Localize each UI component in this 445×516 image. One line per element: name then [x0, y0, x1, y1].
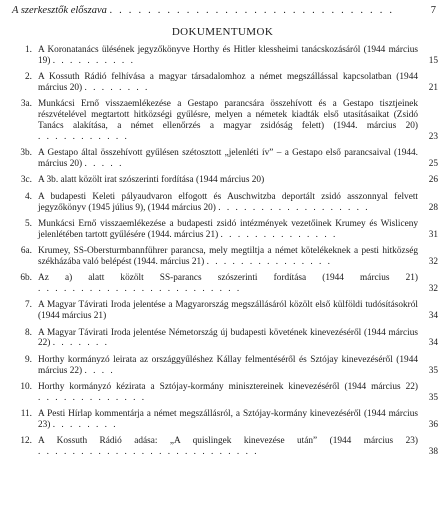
- entry-title: A budapesti Keleti pályaudvaron elfogott és Auschwitzba deportált zsidó asszonnyal felvett jegyzőkönyv (1945 július 9), (1944 március 20): [38, 191, 418, 213]
- leader-dots: . . . . . . . . . . . . . . . . . .: [218, 202, 370, 213]
- entry-title: A 3b. alatt közölt irat szószerinti fordítása (1944 március 20): [38, 175, 265, 186]
- toc-entry: [6, 148, 438, 170]
- entry-number: 10.: [20, 382, 32, 393]
- toc-entry: [6, 328, 438, 350]
- toc-entry: [6, 273, 438, 295]
- toc-entry: [6, 99, 438, 142]
- leader-dots: . . . . . . . .: [52, 420, 118, 431]
- page-number: 21: [428, 82, 438, 93]
- entry-title: Krumey, SS-Obersturmbannführer parancsa, mely megtiltja a német kötelékeknek a pesti hitközség székházába való belépést (1944. március 21): [38, 246, 418, 267]
- toc-entry: [6, 355, 438, 377]
- leader-dots: . . . . . . . . . . . . . . . . . . . . . . . .: [38, 284, 242, 295]
- leader-dots: . . . . . . . . . . . . . . . . . . . . . . . . . . . . . .: [109, 5, 395, 16]
- entry-title: Az a) alatt közölt SS-parancs szószerinti fordítása (1944 március 21): [38, 273, 418, 284]
- preface-title: A szerkesztők előszava: [12, 5, 107, 16]
- leader-dots: . . . . . . . . . . . . . . .: [206, 256, 332, 267]
- entry-number: 4.: [25, 191, 32, 202]
- entry-title: A Gestapo által összehívott gyűlésen szétosztott „jelenléti ív” – a Gestapo első parancsaival (1944. március 20): [38, 148, 418, 169]
- page-number: 26: [428, 175, 438, 186]
- entry-title: A Magyar Távirati Iroda jelentése Németország új budapesti követének kinevezéséről (1944 március 22): [38, 327, 418, 349]
- toc-entry: [6, 300, 438, 322]
- toc-entry: [6, 246, 438, 268]
- page-number: 36: [428, 420, 438, 431]
- toc-entry: [6, 409, 438, 431]
- entry-title: Horthy kormányzó leirata az országgyűléshez Kállay felmentéséről és Sztójay kinevezéséről (1944 március 22): [38, 354, 418, 376]
- entry-number: 11.: [20, 409, 32, 420]
- entry-title: A Kossuth Rádió adása: „A quislingek kinevezése után” (1944 március 23): [38, 436, 418, 447]
- leader-dots: . . . . . . . . . . . . .: [38, 392, 147, 403]
- toc-entry: [6, 219, 438, 241]
- page-number: 25: [428, 158, 438, 169]
- entry-number: 3c.: [20, 175, 32, 186]
- entry-number: 8.: [25, 327, 32, 338]
- entry-number: 9.: [25, 354, 32, 365]
- leader-dots: . . . . . . . . . . . . . .: [220, 229, 338, 240]
- entry-title: Munkácsi Ernő visszaemlékezése a budapesti zsidó intézmények vezetőinek Krumey és Wisliceny jelenlétében tartott gyűlésére (1944. március 21): [38, 218, 418, 240]
- entry-title: A Magyar Távirati Iroda jelentése a Magyarország megszállásáról közölt első külföldi tudósításokról (1944 március 21): [38, 300, 418, 322]
- entry-title: A Pesti Hírlap kommentárja a német megszállásról, a Sztójay-kormány kinevezéséről (1944 március 23): [38, 409, 418, 431]
- page-number: 28: [428, 202, 438, 213]
- toc-entry: [6, 72, 438, 94]
- entry-number: 3a.: [20, 99, 32, 110]
- document-list: [6, 45, 438, 464]
- page-number: 32: [428, 256, 438, 267]
- page-number: 35: [428, 392, 438, 403]
- page-number: 15: [428, 55, 438, 66]
- leader-dots: . . . . . . . . . . . . . . . . . . . . . . . . . .: [38, 447, 259, 458]
- entry-title: A Koronatanács ülésének jegyzőkönyve Horthy és Hitler klessheimi tanácskozásáról (1944 március 19): [38, 45, 418, 66]
- toc-entry: [6, 45, 438, 67]
- leader-dots: . . . . . . . . . .: [52, 55, 135, 66]
- leader-dots: . . . .: [84, 365, 115, 376]
- entry-title: A Kossuth Rádió felhívása a magyar társadalomhoz a német megszállással kapcsolatban (1944 március 20): [38, 72, 418, 93]
- preface-entry: [12, 5, 436, 16]
- entry-number: 1.: [25, 45, 32, 55]
- page-number: 35: [428, 365, 438, 376]
- entry-title: Munkácsi Ernő visszaemlékezése a Gestapo parancsára összehívott és a Gestapo tisztjeinek részvételével megtartott hitközségi gyűlésre, melyen a németek kiadták első utasításaikat (Zsidó Tanács alakítása, a német ellenőrzés a magyar zsidóság felett) (1944. március 20): [38, 99, 418, 131]
- leader-dots: . . . . .: [84, 158, 124, 169]
- toc-entry: [6, 192, 438, 214]
- page-number: 32: [428, 284, 438, 295]
- entry-title: Horthy kormányzó kézirata a Sztójay-kormány minisztereinek kinevezéséről (1944 március 22): [38, 382, 418, 393]
- toc-entry: [6, 436, 438, 458]
- entry-number: 2.: [25, 72, 32, 83]
- leader-dots: . . . . . . . .: [84, 82, 150, 93]
- toc-entry: [6, 175, 438, 186]
- entry-number: 12.: [20, 436, 32, 447]
- toc-entry: [6, 382, 438, 404]
- entry-number: 6b.: [20, 273, 32, 284]
- page-number: 34: [428, 338, 438, 349]
- entry-number: 7.: [25, 300, 32, 311]
- entry-number: 5.: [25, 218, 32, 229]
- entry-number: 3b.: [20, 148, 32, 159]
- entry-number: 6a.: [20, 246, 32, 257]
- section-heading: DOKUMENTUMOK: [171, 26, 274, 38]
- page-number: 31: [428, 229, 438, 240]
- page-number: 23: [428, 131, 438, 142]
- leader-dots: . . . . . . .: [52, 338, 109, 349]
- page-number: 7: [430, 5, 436, 16]
- page-number: 38: [428, 447, 438, 458]
- page-number: 34: [428, 311, 438, 322]
- leader-dots: . . . . . . . . . . .: [38, 131, 129, 142]
